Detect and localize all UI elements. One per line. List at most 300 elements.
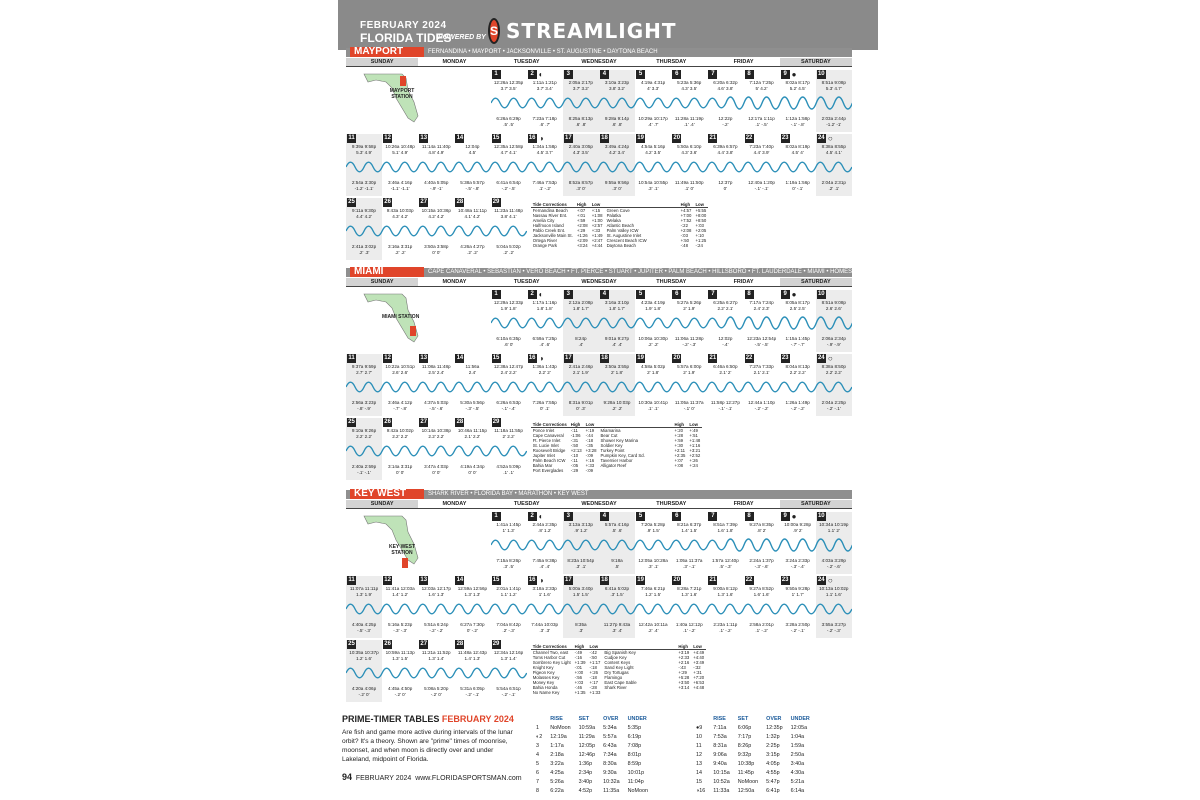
high-tide-times	[671, 364, 707, 375]
high-tide-time-text: 7:27a 7:33p	[749, 364, 774, 369]
low-tide-times	[780, 116, 816, 127]
day-number: 27	[420, 419, 428, 425]
day-number: 13	[420, 355, 428, 361]
low-tide-time-text: 4:26a 4:27p	[460, 244, 485, 249]
day-number: 2	[528, 290, 537, 299]
high-tide-height-text: .8' 2'	[756, 527, 767, 533]
header-month: FEBRUARY 2024	[360, 20, 447, 31]
high-tide-height-text: 2.2' 2.2'	[825, 369, 842, 375]
day-number: 4	[600, 70, 609, 79]
low-tide-times	[707, 116, 743, 127]
high-tide-time-text: 3:13a 3:13p	[568, 522, 593, 527]
day-number: 2	[528, 512, 537, 521]
corrections-cell: Amelia City	[532, 218, 555, 223]
low-tide-time-text: 6:59a 7:25p	[532, 336, 557, 341]
corrections-row	[531, 690, 706, 695]
high-tide-height-text: 2.6' 2.6'	[392, 369, 409, 375]
high-tide-times	[599, 300, 635, 311]
corrections-cell: Daytona Beach	[606, 243, 636, 248]
low-tide-height-text: .3' .5'	[503, 563, 514, 569]
prime-table-row	[536, 752, 654, 759]
high-tide-time-text: 9:39a 9:58p	[351, 144, 377, 149]
high-tide-times	[816, 80, 852, 91]
day-number: 15	[492, 355, 500, 361]
corrections-cell: Channel Two, east	[532, 650, 569, 655]
low-tide-times	[671, 400, 707, 411]
section-header-bar	[346, 48, 852, 57]
moon-phase-icon: ◑	[538, 354, 544, 363]
prime-table-header: RISE	[550, 716, 563, 722]
corrections-cell: +6:53	[693, 680, 705, 685]
high-tide-times	[780, 144, 816, 155]
station-marker	[400, 76, 406, 86]
low-tide-height-text: -.9' -.9'	[826, 341, 841, 347]
corrections-cell: -:18	[589, 665, 597, 670]
corrections-header: Tide Corrections	[532, 422, 567, 427]
corrections-cell: St. Augustine Inlet	[606, 233, 642, 238]
low-tide-times	[816, 400, 852, 411]
low-tide-time-text: 5:16a 5:23p	[387, 622, 413, 627]
high-tide-time-text: 11:18a 11:55p	[494, 428, 523, 433]
corrections-cell: +:17	[589, 680, 599, 685]
prime-table-row	[696, 743, 816, 750]
high-tide-height-text: 1.5' 1.5'	[572, 591, 589, 597]
corrections-cell: +2:57	[591, 223, 603, 228]
high-tide-times	[744, 300, 780, 311]
low-tide-time-text: 11:28a 11:19p	[674, 116, 704, 121]
low-tide-time-text: 6:41a 6:54p	[496, 180, 521, 185]
high-tide-height-text: 1.8' 1.8'	[536, 305, 553, 311]
corrections-cell: +2:05	[695, 228, 707, 233]
corrections-header: Tide Corrections	[531, 202, 575, 208]
powered-by-label: POWERED BY	[438, 34, 486, 41]
high-tide-height-text: 4.3' 4.2'	[392, 213, 409, 219]
high-tide-height-text: .9' 2'	[792, 527, 803, 533]
prime-table-row	[696, 734, 816, 741]
weekday-label: SATURDAY	[780, 500, 852, 508]
prime-table-cell: 12:35p	[766, 725, 783, 731]
high-tide-times	[563, 80, 599, 91]
high-tide-times	[491, 144, 527, 155]
low-tide-times	[491, 180, 527, 191]
day-number: 14	[456, 577, 464, 583]
low-tide-times	[671, 180, 707, 191]
corrections-cell: +2:08	[680, 228, 692, 233]
prime-table-cell: 4:55p	[766, 770, 780, 776]
corrections-header: High	[573, 644, 588, 650]
high-tide-height-text: 4.5' 3.7'	[536, 149, 553, 155]
high-tide-height-text: 4.2' 4.2'	[428, 213, 445, 219]
low-tide-height-text: -.2' -.2'	[790, 405, 805, 411]
low-tide-time-text: 2:03a 2:44p	[821, 116, 846, 121]
low-tide-times	[418, 464, 454, 475]
prime-title	[342, 714, 514, 724]
page-footer	[342, 772, 522, 782]
low-tide-height-text: .3' .4'	[611, 627, 623, 633]
weekday-label: FRIDAY	[733, 279, 754, 285]
low-tide-time-text: 12:22p	[718, 116, 733, 121]
high-tide-height-text: 2.1' 2'	[719, 369, 732, 375]
high-tide-times	[816, 522, 852, 533]
high-tide-times	[491, 300, 527, 311]
high-tide-times	[635, 586, 671, 597]
low-tide-times	[346, 400, 382, 411]
corrections-cell: +:29	[576, 228, 586, 233]
high-tide-height-text: 3.7' 3.5'	[500, 85, 517, 91]
corrections-cell: Halfmoon Island	[532, 223, 564, 228]
high-tide-times	[780, 586, 816, 597]
day-number: 7	[708, 512, 717, 521]
prime-table-row	[536, 725, 654, 732]
low-tide-times	[707, 622, 743, 633]
corrections-cell: Orange Park	[532, 243, 558, 248]
low-tide-time-text: 6:26a 6:53p	[496, 400, 521, 405]
prime-table-cell: 7:34a	[603, 752, 617, 758]
tide-section-mayport	[346, 48, 852, 264]
day-number: 18	[601, 577, 608, 583]
high-tide-times	[635, 300, 671, 311]
prime-table-cell: 9:32p	[737, 752, 752, 758]
low-tide-time-text: 6:27a 7:30p	[460, 622, 485, 627]
low-tide-times	[346, 244, 382, 255]
high-tide-time-text: 12:59a 12:56p	[457, 586, 488, 591]
low-tide-height-text: .3' -.1'	[683, 563, 696, 569]
high-tide-time-text: 8:21a 6:37p	[677, 522, 702, 527]
high-tide-height-text: 4.1' 4.2'	[464, 213, 481, 219]
low-tide-times	[671, 116, 707, 127]
corrections-cell: Pablo Creek Ent.	[532, 228, 566, 233]
corrections-cell: Ortega River	[532, 238, 558, 243]
high-tide-height-text: 4.7' 4.1'	[500, 149, 517, 155]
day-number: 10	[817, 71, 825, 77]
low-tide-times	[418, 180, 454, 191]
low-tide-times	[816, 622, 852, 633]
high-tide-height-text: 1.2' 1.6'	[356, 655, 372, 661]
low-tide-times	[780, 400, 816, 411]
high-tide-time-text: 10:00a 9:28p	[784, 522, 812, 527]
low-tide-times	[491, 622, 527, 633]
day-number: 29	[492, 419, 500, 425]
corrections-cell: -:01	[574, 665, 583, 670]
high-tide-time-text: 11:48a 12:43p	[457, 650, 487, 655]
low-tide-times	[346, 180, 382, 191]
page-header	[338, 0, 878, 50]
low-tide-height-text: .5' .5'	[503, 121, 514, 127]
low-tide-height-text: .6' .8'	[575, 121, 587, 127]
low-tide-times	[418, 686, 454, 697]
high-tide-height-text: 4' 3.3'	[647, 85, 660, 91]
high-tide-time-text: 5:00a 3:40p	[568, 586, 593, 591]
corrections-cell: Dry Tortugas	[604, 670, 629, 675]
high-tide-height-text: 1.6' 1.8'	[717, 527, 734, 533]
corrections-cell: +1:08	[591, 213, 603, 218]
corrections-cell: -:22	[680, 223, 688, 228]
day-number: 25	[348, 199, 355, 205]
low-tide-time-text: 7:15a 8:26p	[496, 558, 521, 563]
corrections-cell: +:15	[591, 208, 601, 213]
prime-table-cell: 12:46p	[578, 752, 596, 758]
high-tide-height-text: 2.4'	[468, 369, 477, 375]
day-number: 5	[636, 290, 645, 299]
low-tide-time-text: 3:46a 4:16p	[387, 180, 413, 185]
prime-table-cell: 3	[536, 743, 539, 749]
high-tide-time-text: 11:56a	[465, 364, 480, 369]
low-tide-times	[454, 244, 490, 255]
section-header-bar	[346, 266, 909, 277]
low-tide-time-text: 5:51a 6:24p	[424, 622, 449, 627]
low-tide-height-text: -.3' -.6'	[754, 563, 769, 569]
weekday-label: WEDNESDAY	[581, 279, 617, 285]
corrections-cell: -:18	[585, 438, 594, 443]
high-tide-time-text: 9:27a 8:52p	[749, 586, 774, 591]
corrections-cell: -:10	[570, 453, 579, 458]
day-number: 1	[492, 70, 501, 79]
corrections-cell: Roosevelt Bridge	[532, 448, 566, 453]
low-tide-time-text: 2:58a 2:01p	[749, 622, 774, 627]
corrections-cell: +1:25	[695, 238, 707, 243]
corrections-cell: +7:52	[680, 218, 692, 223]
day-number: 5	[636, 512, 645, 521]
corrections-cell: Ft. Pierce Inlet	[532, 438, 561, 443]
corrections-header: Low	[687, 422, 702, 428]
low-tide-height-text: .4' .6'	[539, 341, 551, 347]
low-tide-time-text: 1:26a 1:49p	[785, 400, 810, 405]
high-tide-times	[744, 522, 780, 533]
prime-table-cell: 6:06p	[737, 725, 752, 731]
low-tide-height-text: .6' .8'	[611, 121, 623, 127]
low-tide-time-text: 4:52a 5:09p	[496, 464, 521, 469]
low-tide-time-text: 3:47a 4:03p	[424, 464, 449, 469]
low-tide-times	[635, 180, 671, 191]
day-number: 20	[673, 355, 681, 361]
day-number: 17	[564, 135, 572, 141]
high-tide-times	[599, 586, 635, 597]
prime-table-cell: 2:50a	[790, 752, 805, 758]
corrections-cell: -:42	[589, 650, 597, 655]
corrections-header: High	[679, 202, 694, 208]
calendar-week-row	[346, 134, 852, 196]
high-tide-times	[527, 522, 563, 533]
high-tide-height-text: 2.2' 2.2'	[789, 369, 806, 375]
day-number: 12	[384, 355, 391, 361]
corrections-cell: Sand Key Light	[604, 665, 634, 670]
day-number: 6	[672, 512, 681, 521]
corrections-cell: +1:48	[689, 438, 701, 443]
high-tide-times	[454, 586, 490, 597]
high-tide-times	[382, 364, 418, 375]
prime-table-cell: 6:22a	[550, 788, 564, 794]
day-number: 25	[348, 419, 355, 425]
corrections-cell: -:44	[585, 433, 594, 438]
day-number: 10	[817, 291, 825, 297]
corrections-cell: Big Spanish Key	[604, 650, 636, 655]
corrections-header: Tide Corrections	[531, 644, 573, 650]
day-number: 17	[564, 577, 572, 583]
corrections-header: High	[673, 422, 688, 428]
high-tide-time-text: 9:00a 8:12p	[713, 586, 738, 591]
low-tide-height-text: 0'	[723, 185, 728, 191]
prime-table-cell: 11:35a	[603, 788, 620, 794]
section-name: MAYPORT	[350, 47, 424, 57]
tide-wave	[346, 156, 852, 178]
day-number: 5	[636, 70, 645, 79]
corrections-cell: +3:19	[678, 650, 690, 655]
day-number: 6	[672, 70, 681, 79]
high-tide-height-text: 2.2' 2.2'	[356, 433, 372, 439]
day-number: 24	[817, 577, 825, 583]
day-number: 28	[456, 641, 464, 647]
low-tide-times	[491, 686, 527, 697]
corrections-cell: +4:57	[680, 208, 692, 213]
streamlight-logo-icon: S	[488, 18, 500, 44]
corrections-cell: Palatka	[606, 213, 621, 218]
high-tide-times	[671, 80, 707, 91]
day-number: 9	[781, 512, 790, 521]
low-tide-height-text: .4' .4'	[539, 563, 551, 569]
corrections-cell: +1:35	[574, 690, 586, 695]
low-tide-height-text: -.3' -.5'	[465, 405, 480, 411]
low-tide-time-text: 7:45a 9:38p	[532, 558, 557, 563]
tide-wave	[346, 220, 527, 242]
low-tide-time-text: 2:06a 2:34p	[821, 336, 846, 341]
day-number: 3	[564, 290, 573, 299]
tide-wave	[491, 92, 852, 114]
low-tide-times	[491, 558, 527, 569]
corrections-cell: +:49	[689, 428, 698, 433]
low-tide-times	[418, 622, 454, 633]
low-tide-time-text: 9:55a 9:56p	[604, 180, 630, 185]
high-tide-time-text: 2:05a 2:17p	[568, 80, 593, 85]
low-tide-time-text: 1:05a 11:37a	[675, 558, 703, 563]
high-tide-height-text: 1.4' 1.2'	[392, 591, 409, 597]
low-tide-time-text: 12:37p	[718, 180, 733, 185]
day-number: 2	[528, 70, 537, 79]
high-tide-height-text: .3' 1.5'	[610, 591, 624, 597]
prime-table-cell: 7:11a	[713, 725, 727, 731]
prime-table-right	[694, 714, 818, 797]
high-tide-height-text: 4.4' 3.8'	[717, 149, 734, 155]
prime-table-cell: 5:26a	[550, 779, 564, 785]
low-tide-time-text: 3:24a 2:33p	[785, 558, 810, 563]
prime-table-cell: 2:18a	[550, 752, 564, 758]
high-tide-height-text: 1.3' 1.6'	[717, 591, 734, 597]
tide-section-miami	[346, 266, 909, 484]
high-tide-times	[671, 300, 707, 311]
high-tide-time-text: 2:01a 1:41p	[496, 586, 521, 591]
low-tide-time-text: 2:04a 2:25p	[821, 400, 846, 405]
weekday-label: SUNDAY	[346, 58, 418, 66]
low-tide-height-text: .1' 0'	[684, 185, 694, 191]
low-tide-times	[635, 116, 671, 127]
corrections-cell: Ponce Inlet	[532, 428, 555, 433]
day-number: 1	[492, 290, 501, 299]
high-tide-times	[816, 586, 852, 597]
corrections-cell: Alligator Reef	[600, 463, 627, 468]
low-tide-time-text: 11:05a 11:37a	[674, 400, 704, 405]
high-tide-time-text: 5:50a 6:10p	[677, 144, 702, 149]
high-tide-times	[527, 586, 563, 597]
low-tide-height-text: .4' .7'	[647, 121, 659, 127]
corrections-cell: +:08	[674, 463, 683, 468]
high-tide-times	[563, 300, 599, 311]
corrections-cell: +:00	[574, 670, 584, 675]
high-tide-time-text: 5:27a 5:26p	[677, 300, 702, 305]
low-tide-time-text: 11:27p 9:43a	[603, 622, 631, 627]
prime-table-row	[536, 788, 654, 795]
section-name: KEY WEST	[350, 489, 424, 499]
moon-phase-icon: ●	[791, 70, 797, 79]
low-tide-height-text: 0' 0'	[396, 469, 405, 475]
high-tide-times	[599, 522, 635, 533]
corrections-cell: -:09	[585, 453, 594, 458]
corrections-row	[531, 468, 703, 473]
high-tide-time-text: 9:42a 10:02p	[386, 428, 414, 433]
logo-text: STREAMLIGHT	[506, 19, 677, 43]
high-tide-height-text: 1.3' 1.3'	[464, 591, 481, 597]
florida-map	[362, 510, 422, 568]
prime-table-header: SET	[578, 716, 590, 722]
high-tide-time-text: 5:57a 4:16p	[604, 522, 630, 527]
calendar-week-row	[346, 418, 527, 480]
day-number: 7	[708, 290, 717, 299]
corrections-cell	[676, 690, 691, 695]
corrections-cell: +2:08	[576, 223, 588, 228]
high-tide-height-text: 5.3' 4.7'	[825, 85, 842, 91]
high-tide-times	[707, 144, 743, 155]
tide-wave	[491, 312, 852, 334]
corrections-cell: +1:33	[589, 690, 601, 695]
prime-table-cell: 15	[696, 779, 702, 785]
high-tide-time-text: 2:12a 2:08p	[568, 300, 593, 305]
florida-map	[362, 288, 422, 346]
prime-table-cell: 1:36p	[578, 761, 593, 767]
high-tide-height-text: 2.2' 2'	[538, 369, 551, 375]
corrections-cell: -:56	[574, 675, 583, 680]
low-tide-times	[563, 400, 599, 411]
low-tide-times	[599, 336, 635, 347]
florida-map-icon	[362, 510, 422, 568]
low-tide-time-text: 5:08a 5:20p	[424, 686, 449, 691]
low-tide-height-text: .2' .2'	[467, 249, 478, 255]
day-number: 22	[745, 355, 753, 361]
corrections-cell: +:26	[589, 670, 599, 675]
day-number: 17	[564, 355, 572, 361]
high-tide-time-text: 12:34a 12:16p	[493, 650, 524, 655]
high-tide-times	[707, 364, 743, 375]
low-tide-times	[563, 622, 599, 633]
moon-phase-icon: ◑	[538, 576, 544, 585]
day-number: 26	[384, 199, 391, 205]
corrections-cell: Toms Harbor Cut	[532, 655, 566, 660]
low-tide-time-text: 7:46a 7:53p	[532, 180, 557, 185]
corrections-cell: +:31	[693, 670, 702, 675]
high-tide-time-text: 9:50a 9:28p	[785, 586, 810, 591]
prime-table-cell: 7:08p	[627, 743, 642, 749]
prime-table-cell: 1:17a	[550, 743, 564, 749]
high-tide-times	[635, 80, 671, 91]
prime-table-cell: 10	[696, 734, 702, 740]
high-tide-time-text: 7:17a 7:24p	[749, 300, 774, 305]
low-tide-times	[382, 464, 418, 475]
corrections-cell: +8:00	[695, 213, 707, 218]
high-tide-height-text: 2.5' 2.4'	[428, 369, 445, 375]
high-tide-time-text: 4:58a 5:02p	[640, 364, 666, 369]
low-tide-height-text: -.5' -.8'	[465, 185, 480, 191]
weekday-label: MONDAY	[442, 59, 467, 65]
low-tide-height-text: -.7' -.8'	[393, 405, 407, 411]
high-tide-time-text: 7:23a 7:40p	[749, 144, 774, 149]
high-tide-height-text: 2' 1.9'	[683, 305, 696, 311]
